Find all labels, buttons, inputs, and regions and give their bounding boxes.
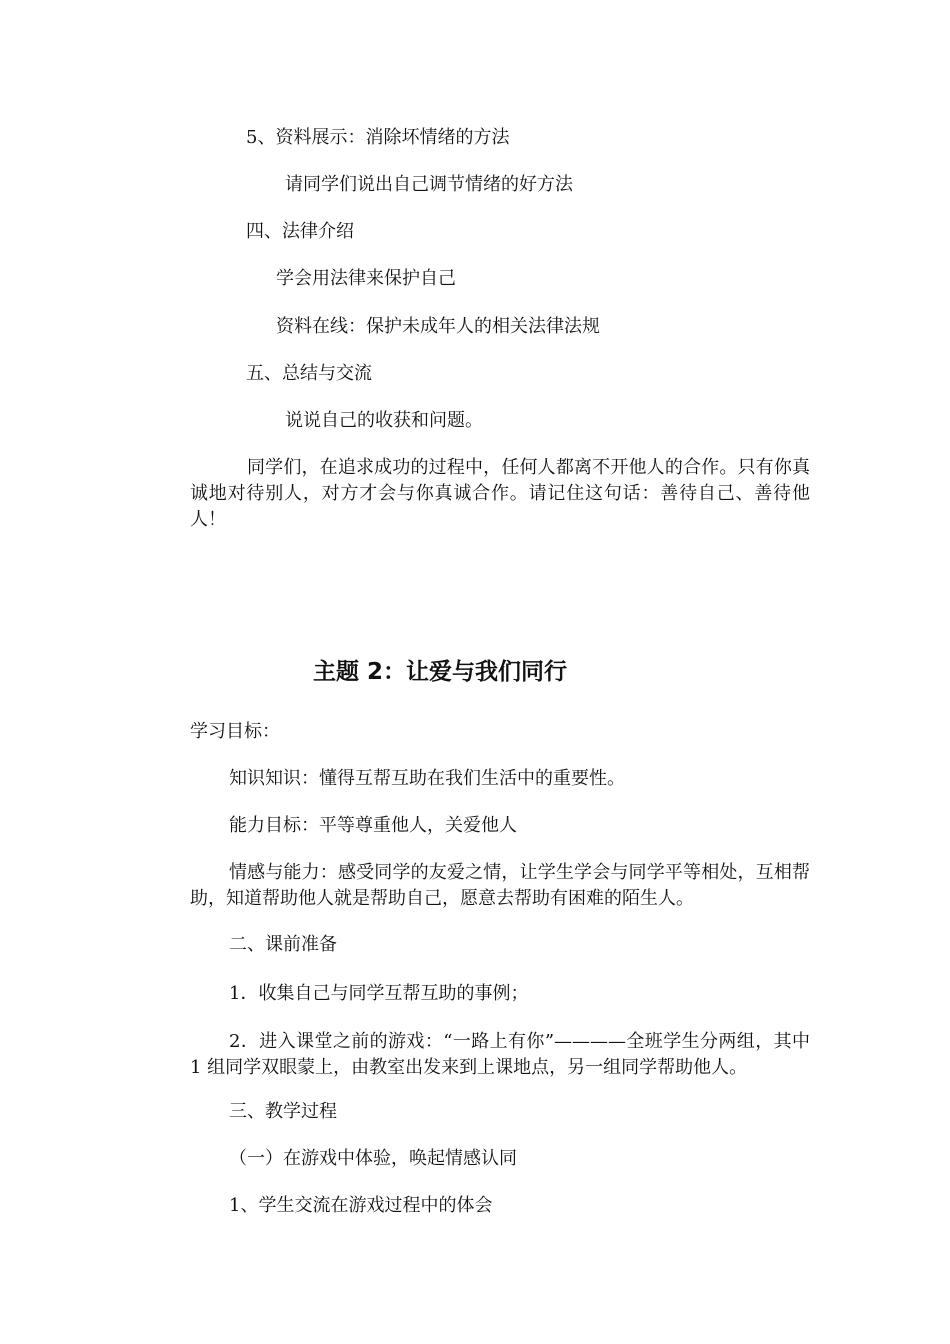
goal-emotion-paragraph: 情感与能力：感受同学的友爱之情，让学生学会与同学平等相处，互相帮助，知道帮助他人就是帮助自己，愿意去帮助有困难的陌生人。	[190, 862, 810, 909]
law-intro-heading: 四、法律介绍	[246, 221, 354, 242]
topic-title: 主题 2：让爱与我们同行	[312, 659, 567, 685]
resource-display-line: 5、资料展示：消除坏情绪的方法	[246, 127, 510, 148]
protect-self-line: 学会用法律来保护自己	[276, 268, 456, 289]
process-heading: 三、教学过程	[229, 1101, 337, 1122]
closing-paragraph: 同学们，在追求成功的过程中，任何人都离不开他人的合作。只有你真诚地对待别人，对方才会与你真诚合作。请记住这句话：善待自己、善待他人！	[190, 457, 810, 530]
goal-knowledge: 知识知识：懂得互帮互助在我们生活中的重要性。	[229, 768, 625, 789]
prep-item-1: 1．收集自己与同学互帮互助的事例；	[229, 983, 529, 1004]
prep-item-2-paragraph: 2．进入课堂之前的游戏：“一路上有你”————全班学生分两组，其中 1 组同学双眼蒙上，由教室出发来到上课地点，另一组同学帮助他人。	[190, 1031, 810, 1078]
prep-heading: 二、课前准备	[229, 934, 337, 955]
goal-ability: 能力目标：平等尊重他人，关爱他人	[229, 815, 517, 836]
process-item-1: 1、学生交流在游戏过程中的体会	[229, 1195, 493, 1216]
summary-heading: 五、总结与交流	[246, 363, 372, 384]
process-subheading: （一）在游戏中体验，唤起情感认同	[229, 1148, 517, 1169]
share-gains-line: 说说自己的收获和问题。	[285, 410, 483, 431]
goals-heading: 学习目标：	[190, 721, 280, 742]
law-resources-line: 资料在线：保护未成年人的相关法律法规	[276, 316, 600, 337]
share-methods-line: 请同学们说出自己调节情绪的好方法	[285, 174, 573, 195]
